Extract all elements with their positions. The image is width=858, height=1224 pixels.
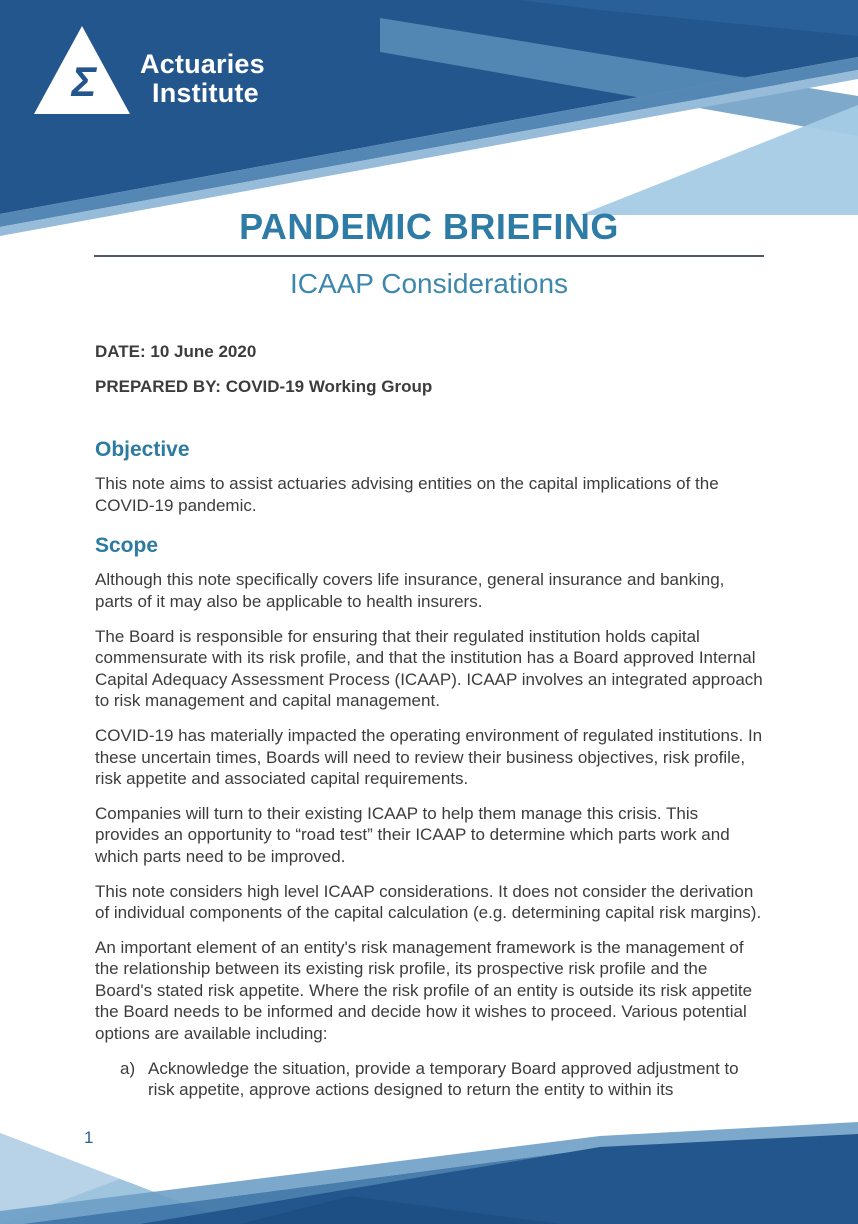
prepared-by-label: PREPARED BY:: [95, 376, 221, 396]
section-heading-objective: Objective: [95, 438, 190, 462]
prepared-by-value: COVID-19 Working Group: [225, 376, 433, 396]
list-marker: a): [120, 1058, 136, 1078]
title-block: [0, 206, 858, 300]
page-title: PANDEMIC BRIEFING: [239, 206, 619, 247]
date-value: 10 June 2020: [150, 342, 257, 361]
paragraph: The Board is responsible for ensuring that their regulated institution holds capital commensurate with its risk profile, and that the institution has a Board approved Internal Capital Adequacy Assessment Process (ICAAP). ICAAP involves an integrated approach to risk management and capital management.: [95, 626, 763, 711]
paragraph: COVID-19 has materially impacted the operating environment of regulated institutions. In these uncertain times, Boards will need to review their business objectives, risk profile, risk appetite and associated capital requirements.: [95, 725, 763, 789]
paragraph: An important element of an entity's risk management framework is the management of the relationship between its existing risk profile, its prospective risk profile and the Board's stated risk appetite. Where the risk profile of an entity is outside its risk appetite the Board needs to be informed and decide how it wishes to proceed. Various potential options are available including:: [95, 937, 753, 1044]
list-item-text: Acknowledge the situation, provide a temporary Board approved adjustment to risk appetite, approve actions designed to return the entity to within its: [148, 1058, 739, 1100]
date-label: DATE:: [95, 342, 146, 361]
paragraph: Although this note specifically covers life insurance, general insurance and banking, parts of it may also be applicable to health insurers.: [95, 570, 725, 611]
paragraph: Companies will turn to their existing ICAAP to help them manage this crisis. This provides an opportunity to “road test” their ICAAP to determine which parts work and which parts need to be improved.: [95, 803, 730, 866]
paragraph: This note aims to assist actuaries advising entities on the capital implications of the COVID-19 pandemic.: [95, 474, 719, 515]
section-heading-scope: Scope: [95, 534, 159, 558]
prepared-by-line: [95, 376, 763, 398]
actuaries-institute-logo: [32, 24, 265, 116]
footer-decoration: [0, 1114, 858, 1224]
paragraph: This note considers high level ICAAP considerations. It does not consider the derivation of individual components of the capital calculation (e.g. determining capital risk margins).: [95, 881, 762, 923]
logo-name-line2: Institute: [152, 78, 259, 108]
page-number: 1: [84, 1128, 94, 1147]
logo-name-line1: Actuaries: [140, 49, 265, 79]
sigma-glyph: Σ: [71, 58, 97, 105]
document-body: [95, 341, 763, 1114]
list-item-a: [95, 1058, 763, 1101]
date-line: [95, 341, 763, 363]
title-divider: [94, 255, 764, 257]
page-subtitle: ICAAP Considerations: [289, 268, 569, 299]
logo-wordmark: [140, 50, 265, 108]
sigma-triangle-icon: [32, 24, 132, 116]
